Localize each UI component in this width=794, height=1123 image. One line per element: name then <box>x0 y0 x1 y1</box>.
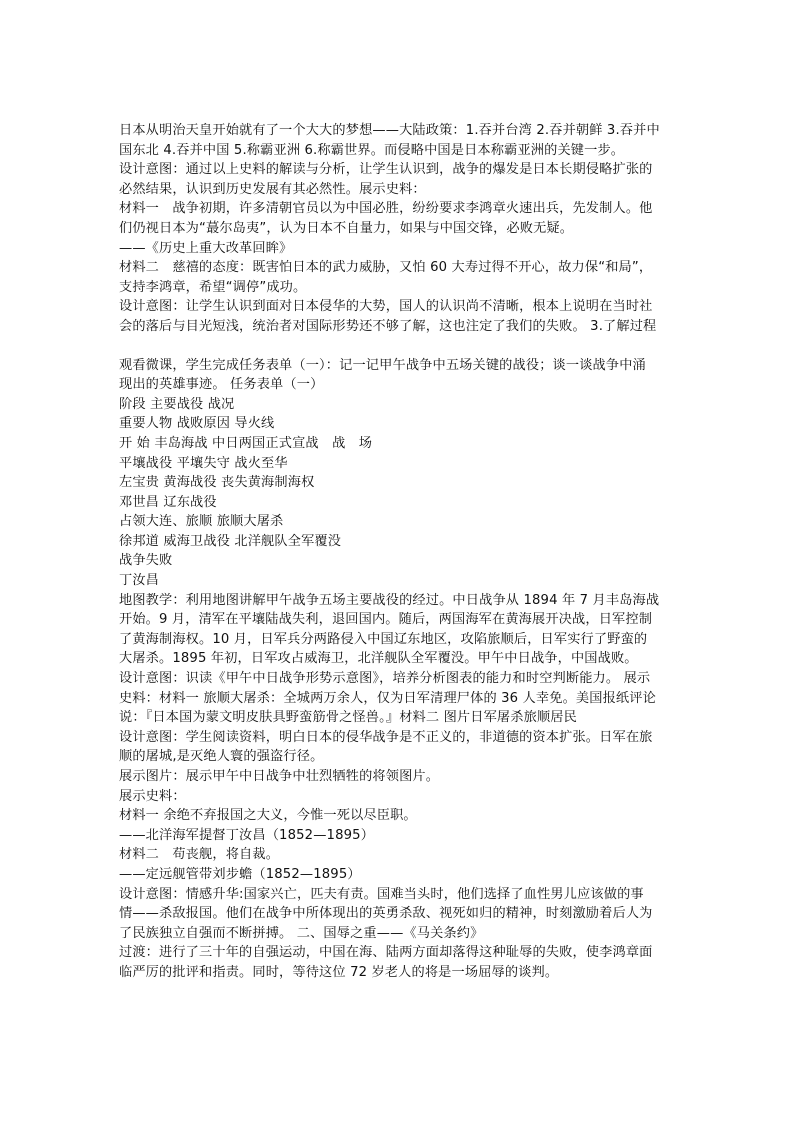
task-table-row: 开 始 丰岛海战 中日两国正式宣战 战 场 <box>119 435 373 451</box>
paragraph-line: 材料二 苟丧舰，将自裁。 <box>119 847 280 863</box>
paragraph-line: 支持李鸿章，希望“调停”成功。 <box>119 279 307 295</box>
paragraph-line: 过渡：进行了三十年的自强运动，中国在海、陆两方面却落得这种耻辱的失败，使李鸿章面 <box>119 945 653 961</box>
task-table-row: 重要人物 战败原因 导火线 <box>119 416 275 432</box>
paragraph-line: 展示图片：展示甲午中日战争中壮烈牺牲的将领图片。 <box>119 769 440 784</box>
paragraph-line: 日本从明治天皇开始就有了一个大大的梦想——大陆政策：1.吞并台湾 2.吞并朝鲜 3.吞并中 <box>119 123 660 138</box>
paragraph-line: 现出的英雄事迹。 任务表单（一） <box>119 377 324 393</box>
document-page <box>119 121 679 983</box>
task-table-row: 左宝贵 黄海战役 丧失黄海制海权 <box>119 475 315 491</box>
paragraph-line: 必然结果，认识到历史发展有其必然性。展示史料： <box>119 181 426 197</box>
paragraph-line: 史料：材料一 旅顺大屠杀：全城两万余人，仅为日军清理尸体的 36 人幸免。美国报纸评论 <box>119 690 656 706</box>
paragraph-line: 了民族独立自强而不断拼搏。 二、国辱之重——《马关条约》 <box>119 925 484 941</box>
paragraph-line: 顺的屠城,是灭绝人寰的强盗行径。 <box>119 749 324 765</box>
paragraph-gap <box>119 337 679 356</box>
paragraph-line: 国东北 4.吞并中国 5.称霸亚洲 6.称霸世界。而侵略中国是日本称霸亚洲的关键一步。 <box>119 142 625 158</box>
paragraph-line: 了黄海制海权。10 月，日军兵分两路侵入中国辽东地区，攻陷旅顺后，日军实行了野蛮的 <box>119 631 648 647</box>
task-table-row: 徐邦道 威海卫战役 北洋舰队全军覆没 <box>119 533 342 549</box>
paragraph-line: 地图教学：利用地图讲解甲午战争五场主要战役的经过。中日战争从 1894 年 7 月丰岛海战 <box>119 592 660 608</box>
paragraph-line: 情——杀敌报国。他们在战争中所体现出的英勇杀敌、视死如归的精神，时刻激励着后人为 <box>119 906 653 922</box>
citation-line: ——《历史上重大改革回眸》 <box>119 240 293 256</box>
section-background <box>119 121 679 337</box>
paragraph-line: 会的落后与目光短浅，统治者对国际形势还不够了解，这也注定了我们的失败。 3.了解过程 <box>119 318 657 334</box>
paragraph-line: 材料一 余绝不弃报国之大义，今惟一死以尽臣职。 <box>119 808 417 824</box>
paragraph-line: 展示史料： <box>119 788 186 804</box>
paragraph-line: 观看微课，学生完成任务表单（一）：记一记甲午战争中五场关键的战役；谈一谈战争中涌 <box>119 357 646 373</box>
paragraph-line: 开始。9 月，清军在平壤陆战失利，退回国内。随后，两国海军在黄海展开决战，日军控制 <box>119 612 653 628</box>
paragraph-line: 设计意图：学生阅读资料，明白日本的侵华战争是不正义的，非道德的资本扩张。日军在旅 <box>119 729 653 745</box>
task-table-row: 占领大连、旅顺 旅顺大屠杀 <box>119 514 284 530</box>
citation-line: ——定远舰管带刘步蟾（1852—1895） <box>119 866 361 882</box>
task-table-row: 战争失败 <box>119 553 173 569</box>
paragraph-line: 材料一 战争初期，许多清朝官员以为中国必胜，纷纷要求李鸿章火速出兵，先发制人。他 <box>119 201 653 217</box>
paragraph-line: 设计意图：识读《甲午中日战争形势示意图》，培养分析图表的能力和时空判断能力。 展示 <box>119 671 651 687</box>
paragraph-line: 大屠杀。1895 年初，日军攻占威海卫，北洋舰队全军覆没。甲午中日战争，中国战败。 <box>119 651 638 667</box>
paragraph-line: 材料二 慈禧的态度：既害怕日本的武力威胁，又怕 60 大寿过得不开心，故力保“和局”， <box>119 260 653 276</box>
section-process <box>119 356 679 983</box>
task-table-row: 阶段 主要战役 战况 <box>119 396 235 412</box>
task-table-row: 邓世昌 辽东战役 <box>119 494 217 510</box>
paragraph-line: 设计意图：让学生认识到面对日本侵华的大势，国人的认识尚不清晰，根本上说明在当时社 <box>119 299 653 315</box>
paragraph-line: 设计意图：通过以上史料的解读与分析，让学生认识到，战争的爆发是日本长期侵略扩张的 <box>119 162 653 178</box>
task-table-row: 平壤战役 平壤失守 战火至华 <box>119 455 288 471</box>
task-table-row: 丁汝昌 <box>119 573 160 589</box>
paragraph-line: 设计意图：情感升华:国家兴亡，匹夫有责。国难当头时，他们选择了血性男儿应该做的事 <box>119 886 644 902</box>
citation-line: ——北洋海军提督丁汝昌（1852—1895） <box>119 827 375 843</box>
paragraph-line: 临严厉的批评和指责。同时，等待这位 72 岁老人的将是一场屈辱的谈判。 <box>119 964 559 980</box>
paragraph-line: 说：『日本国为蒙文明皮肤具野蛮筋骨之怪兽。』材料二 图片日军屠杀旅顺居民 <box>119 710 577 726</box>
paragraph-line: 们仍视日本为“蕞尔岛夷”，认为日本不自量力，如果与中国交锋，必败无疑。 <box>119 220 574 236</box>
